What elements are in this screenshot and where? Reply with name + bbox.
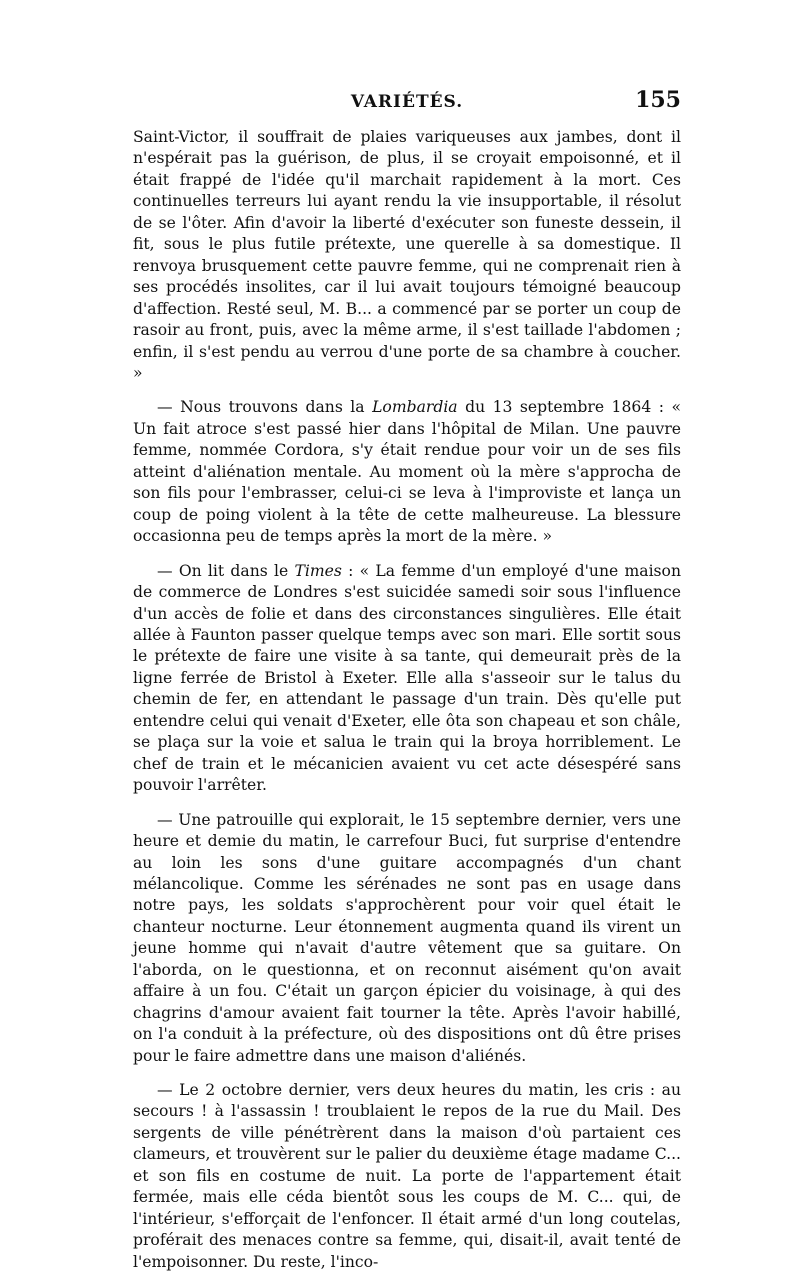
running-title: VARIÉTÉS. (350, 92, 464, 112)
paragraph-lombardia-intro: — Nous trouvons dans la (157, 398, 373, 417)
paragraph-times (133, 561, 681, 797)
paragraph-times-intro: — On lit dans le (157, 561, 295, 580)
paragraph-patrouille: — Une patrouille qui explorait, le 15 septembre dernier, vers une heure et demie du matin, le carrefour Buci, fut surprise d'entendre au loin les sons d'une guitare accompagnés d'un chant mélancolique. Comme les sérénades ne sont pas en usage dans notre pays, les soldats s'approchèrent pour voir quel était le chanteur nocturne. Leur étonnement augmenta quand ils virent un jeune homme qui n'avait d'autre vêtement que sa guitare. On l'aborda, on le questionna, et on reconnut aisément qu'on avait affaire à un fou. C'était un garçon épicier du voisinage, à qui des chagrins d'amour avaient fait tourner la tête. Après l'avoir habillé, on l'a conduit à la préfecture, où des dispositions ont dû être prises pour le faire admettre dans une maison d'aliénés. (133, 810, 681, 1065)
paragraph-rue-du-mail: — Le 2 octobre dernier, vers deux heures du matin, les cris : au secours ! à l'assassin ! troublaient le repos de la rue du Mail. Des sergents de ville pénétrèrent dans la maison d'où partaient ces clameurs, et trouvèrent sur le palier du deuxième étage madame C... et son fils en costume de nuit. La porte de l'appartement était fermée, mais elle céda bientôt sous les coups de M. C... qui, de l'intérieur, s'efforçait de l'enfoncer. Il était armé d'un long coutelas, proférait des menaces contre sa femme, qui, disait-il, avait tenté de l'empoisonner. Du reste, l'inco- (133, 1081, 681, 1271)
newspaper-title-lombardia: Lombardia (372, 398, 458, 417)
body-text (133, 127, 681, 1273)
paragraph-saint-victor: Saint-Victor, il souffrait de plaies variqueuses aux jambes, dont il n'espérait pas la guérison, de plus, il se croyait empoisonné, et il était frappé de l'idée qu'il marchait rapidement à la mort. Ces continuelles terreurs lui ayant rendu la vie insupportable, il résolut de se l'ôter. Afin d'avoir la liberté d'exécuter son funeste dessein, il fit, sous le plus futile prétexte, une querelle à sa domestique. Il renvoya brusquement cette pauvre femme, qui ne comprenait rien à ses procédés insolites, car il lui avait toujours témoigné beaucoup d'affection. Resté seul, M. B... a commencé par se porter un coup de rasoir au front, puis, avec la même arme, il s'est taillade l'abdomen ; enfin, il s'est pendu au verrou d'une porte de sa chambre à coucher. » (133, 128, 681, 382)
paragraph-lombardia (133, 397, 681, 547)
running-head (133, 87, 681, 122)
newspaper-title-times: Times (294, 561, 342, 580)
paragraph-lombardia-body: du 13 septembre 1864 : « Un fait atroce s'est passé hier dans l'hôpital de Milan. Une pauvre femme, nommée Cordora, s'y était rendue pour voir un de ses fils atteint d'aliénation mentale. Au moment où la mère s'approcha de son fils pour l'embrasser, celui-ci se leva à l'improviste et lança un coup de poing violent à la tête de cette malheureuse. La blessure occasionna peu de temps après la mort de la mère. » (133, 398, 681, 546)
page-number: 155 (635, 87, 681, 113)
paragraph-times-body: : « La femme d'un employé d'une maison de commerce de Londres s'est suicidée samedi soir sous l'influence d'un accès de folie et dans des circonstances singulières. Elle était allée à Faunton passer quelque temps avec son mari. Elle sortit sous le prétexte de faire une visite à sa tante, qui demeurait près de la ligne ferrée de Bristol à Exeter. Elle alla s'asseoir sur le talus du chemin de fer, en attendant le passage d'un train. Dès qu'elle put entendre celui qui venait d'Exeter, elle ôta son chapeau et son châle, se plaça sur la voie et salua le train qui la broya horriblement. Le chef de train et le mécanicien avaient vu cet acte désespéré sans pouvoir l'arrêter. (133, 561, 681, 795)
